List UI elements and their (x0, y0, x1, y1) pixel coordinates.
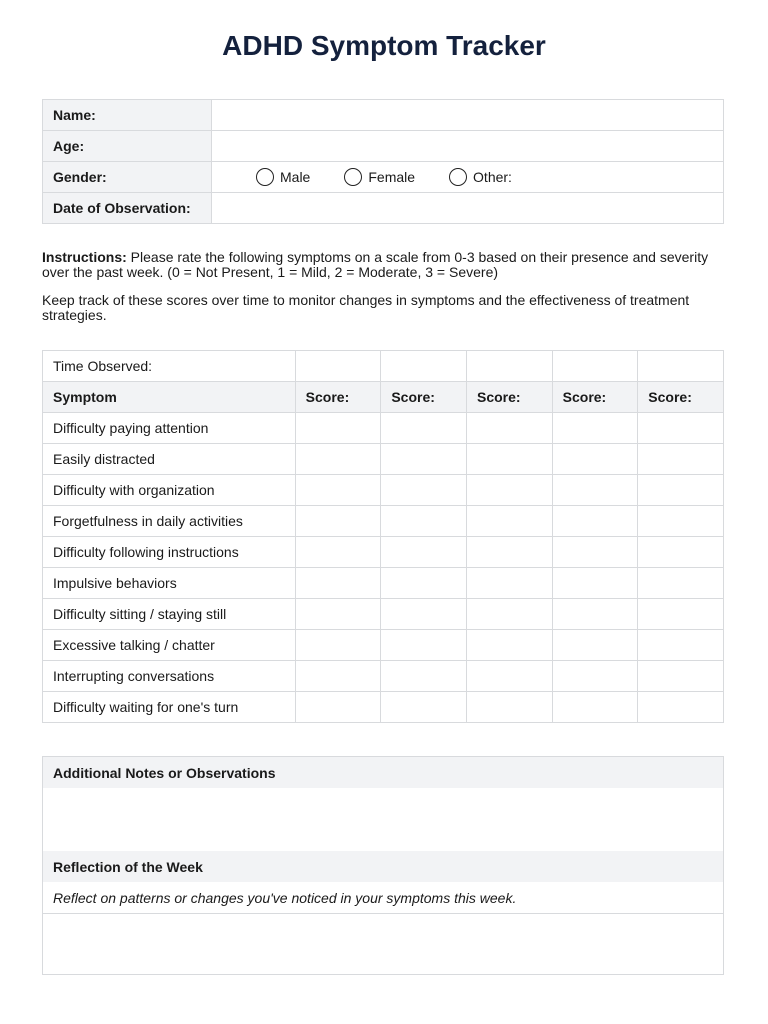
gender-option-label: Other: (473, 169, 512, 185)
score-cell[interactable] (295, 568, 381, 599)
score-cell[interactable] (295, 506, 381, 537)
score-cell[interactable] (552, 413, 638, 444)
score-cell[interactable] (381, 630, 467, 661)
score-cell[interactable] (552, 475, 638, 506)
symptom-label: Difficulty paying attention (43, 413, 296, 444)
time-observed-label: Time Observed: (43, 351, 296, 382)
score-header: Score: (381, 382, 467, 413)
symptom-label: Interrupting conversations (43, 661, 296, 692)
score-cell[interactable] (466, 537, 552, 568)
age-field[interactable] (212, 131, 724, 162)
score-cell[interactable] (638, 661, 724, 692)
score-cell[interactable] (381, 413, 467, 444)
radio-circle-icon[interactable] (256, 168, 274, 186)
reflection-header: Reflection of the Week (43, 851, 723, 882)
score-header: Score: (638, 382, 724, 413)
score-cell[interactable] (381, 444, 467, 475)
age-label: Age: (43, 131, 212, 162)
page-title: ADHD Symptom Tracker (222, 30, 546, 61)
personal-info-table (42, 99, 724, 224)
table-row (43, 475, 724, 506)
gender-label: Gender: (43, 162, 212, 193)
table-row (43, 568, 724, 599)
gender-option-label: Female (368, 169, 416, 185)
score-cell[interactable] (638, 444, 724, 475)
table-row (43, 537, 724, 568)
score-cell[interactable] (552, 661, 638, 692)
time-cell[interactable] (466, 351, 552, 382)
score-cell[interactable] (466, 475, 552, 506)
gender-option-female[interactable] (344, 168, 415, 186)
score-cell[interactable] (638, 537, 724, 568)
score-cell[interactable] (552, 506, 638, 537)
score-cell[interactable] (295, 661, 381, 692)
notes-field[interactable] (43, 788, 723, 851)
score-cell[interactable] (381, 661, 467, 692)
score-cell[interactable] (295, 475, 381, 506)
score-cell[interactable] (466, 661, 552, 692)
date-label: Date of Observation: (43, 193, 212, 224)
reflection-field[interactable] (43, 914, 723, 975)
score-cell[interactable] (552, 630, 638, 661)
score-cell[interactable] (638, 692, 724, 723)
score-cell[interactable] (381, 568, 467, 599)
table-row (43, 630, 724, 661)
score-cell[interactable] (295, 599, 381, 630)
symptom-label: Difficulty with organization (43, 475, 296, 506)
table-row (43, 599, 724, 630)
symptom-label: Easily distracted (43, 444, 296, 475)
score-cell[interactable] (466, 506, 552, 537)
score-cell[interactable] (381, 537, 467, 568)
score-cell[interactable] (295, 413, 381, 444)
table-row (43, 444, 724, 475)
instructions-text (42, 250, 724, 280)
gender-option-male[interactable] (256, 168, 310, 186)
symptom-label: Difficulty following instructions (43, 537, 296, 568)
gender-option-other[interactable] (449, 168, 512, 186)
date-field[interactable] (212, 193, 724, 224)
score-cell[interactable] (638, 506, 724, 537)
score-cell[interactable] (638, 475, 724, 506)
table-row (43, 413, 724, 444)
time-cell[interactable] (638, 351, 724, 382)
score-cell[interactable] (466, 568, 552, 599)
score-cell[interactable] (638, 568, 724, 599)
reflection-prompt: Reflect on patterns or changes you've noticed in your symptoms this week. (43, 882, 723, 914)
gender-option-label: Male (280, 169, 311, 185)
score-header: Score: (295, 382, 381, 413)
score-cell[interactable] (381, 692, 467, 723)
table-row (43, 661, 724, 692)
score-cell[interactable] (466, 444, 552, 475)
symptom-label: Difficulty sitting / staying still (43, 599, 296, 630)
time-cell[interactable] (552, 351, 638, 382)
instructions-label: Instructions: (42, 249, 127, 265)
symptom-label: Impulsive behaviors (43, 568, 296, 599)
symptom-label: Forgetfulness in daily activities (43, 506, 296, 537)
score-cell[interactable] (295, 444, 381, 475)
score-cell[interactable] (552, 444, 638, 475)
symptom-label: Excessive talking / chatter (43, 630, 296, 661)
header-row (43, 382, 724, 413)
score-cell[interactable] (295, 537, 381, 568)
notes-section (42, 756, 724, 975)
gender-field (212, 162, 724, 193)
score-cell[interactable] (638, 599, 724, 630)
name-field[interactable] (212, 100, 724, 131)
score-cell[interactable] (466, 599, 552, 630)
score-cell[interactable] (295, 630, 381, 661)
name-label: Name: (43, 100, 212, 131)
score-cell[interactable] (466, 630, 552, 661)
score-header: Score: (466, 382, 552, 413)
score-cell[interactable] (295, 692, 381, 723)
score-cell[interactable] (381, 475, 467, 506)
score-cell[interactable] (638, 630, 724, 661)
score-cell[interactable] (552, 537, 638, 568)
symptom-header: Symptom (43, 382, 296, 413)
instructions-body: Please rate the following symptoms on a scale from 0-3 based on their presence and severity over the past week. (0 = Not Present, 1 = Mild, 2 = Moderate, 3 = Severe) (42, 249, 709, 280)
time-cell[interactable] (381, 351, 467, 382)
symptom-table (42, 350, 724, 723)
score-cell[interactable] (466, 692, 552, 723)
score-cell[interactable] (381, 506, 467, 537)
time-cell[interactable] (295, 351, 381, 382)
symptom-label: Difficulty waiting for one's turn (43, 692, 296, 723)
score-cell[interactable] (552, 568, 638, 599)
score-cell[interactable] (552, 599, 638, 630)
tracking-note: Keep track of these scores over time to monitor changes in symptoms and the effectiveness of treatment strategies. (42, 292, 690, 323)
score-cell[interactable] (638, 413, 724, 444)
time-observed-row (43, 351, 724, 382)
score-cell[interactable] (552, 692, 638, 723)
notes-header: Additional Notes or Observations (43, 757, 723, 788)
score-header: Score: (552, 382, 638, 413)
radio-circle-icon[interactable] (449, 168, 467, 186)
table-row (43, 692, 724, 723)
symptom-rows (43, 413, 724, 723)
radio-circle-icon[interactable] (344, 168, 362, 186)
score-cell[interactable] (466, 413, 552, 444)
score-cell[interactable] (381, 599, 467, 630)
table-row (43, 506, 724, 537)
